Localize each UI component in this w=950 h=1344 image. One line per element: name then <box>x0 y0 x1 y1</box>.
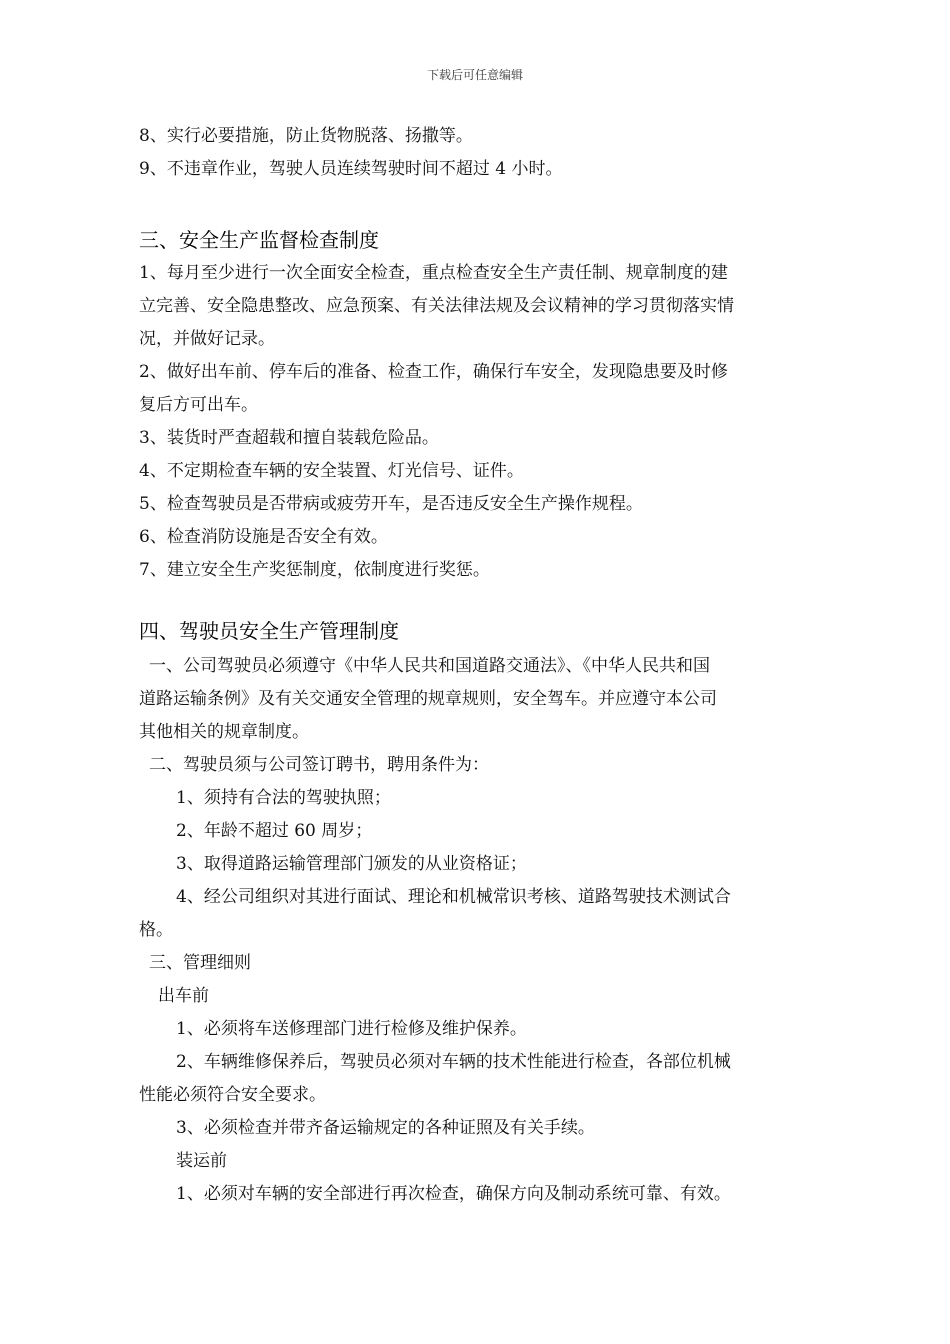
body-line: 2、做好出车前、停车后的准备、检查工作，确保行车安全，发现隐患要及时修 <box>139 362 728 382</box>
body-line: 1、每月至少进行一次全面安全检查，重点检查安全生产责任制、规章制度的建 <box>139 263 728 283</box>
body-line: 立完善、安全隐患整改、应急预案、有关法律法规及会议精神的学习贯彻落实情 <box>139 296 734 316</box>
body-line: 4、不定期检查车辆的安全装置、灯光信号、证件。 <box>139 461 524 481</box>
body-line: 况，并做好记录。 <box>139 329 275 349</box>
body-line: 1、必须将车送修理部门进行检修及维护保养。 <box>176 1019 527 1039</box>
body-line: 3、必须检查并带齐备运输规定的各种证照及有关手续。 <box>176 1118 595 1138</box>
body-line: 4、经公司组织对其进行面试、理论和机械常识考核、道路驾驶技术测试合 <box>176 887 731 907</box>
body-line: 3、装货时严查超载和擅自装载危险品。 <box>139 428 439 448</box>
body-line: 一、公司驾驶员必须遵守《中华人民共和国道路交通法》、《中华人民共和国 <box>149 656 710 676</box>
item-9-driving-time: 9、不违章作业，驾驶人员连续驾驶时间不超过 4 小时。 <box>139 159 563 179</box>
body-line: 二、驾驶员须与公司签订聘书，聘用条件为： <box>149 755 489 775</box>
body-line: 5、检查驾驶员是否带病或疲劳开车，是否违反安全生产操作规程。 <box>139 494 643 514</box>
body-line: 6、检查消防设施是否安全有效。 <box>139 527 388 547</box>
body-line: 性能必须符合安全要求。 <box>139 1085 326 1105</box>
body-line: 1、必须对车辆的安全部进行再次检查，确保方向及制动系统可靠、有效。 <box>176 1184 731 1204</box>
body-line: 道路运输条例》及有关交通安全管理的规章规则，安全驾车。并应遵守本公司 <box>139 689 717 709</box>
body-line: 其他相关的规章制度。 <box>139 722 309 742</box>
section-3-heading: 三、安全生产监督检查制度 <box>139 228 379 252</box>
body-line: 7、建立安全生产奖惩制度，依制度进行奖惩。 <box>139 560 490 580</box>
subsection-label: 装运前 <box>176 1151 227 1171</box>
body-line: 1、须持有合法的驾驶执照； <box>176 788 391 808</box>
body-line: 2、年龄不超过 60 周岁； <box>176 821 373 841</box>
body-line: 复后方可出车。 <box>139 395 258 415</box>
subsection-heading: 三、管理细则 <box>149 953 251 973</box>
header-note: 下载后可任意编辑 <box>426 68 523 82</box>
body-line: 格。 <box>139 920 173 940</box>
subsection-label: 出车前 <box>158 986 209 1006</box>
item-8-measures: 8、实行必要措施，防止货物脱落、扬撒等。 <box>139 126 473 146</box>
body-line: 2、车辆维修保养后，驾驶员必须对车辆的技术性能进行检查，各部位机械 <box>176 1052 731 1072</box>
body-line: 3、取得道路运输管理部门颁发的从业资格证； <box>176 854 527 874</box>
section-4-heading: 四、驾驶员安全生产管理制度 <box>139 619 399 643</box>
